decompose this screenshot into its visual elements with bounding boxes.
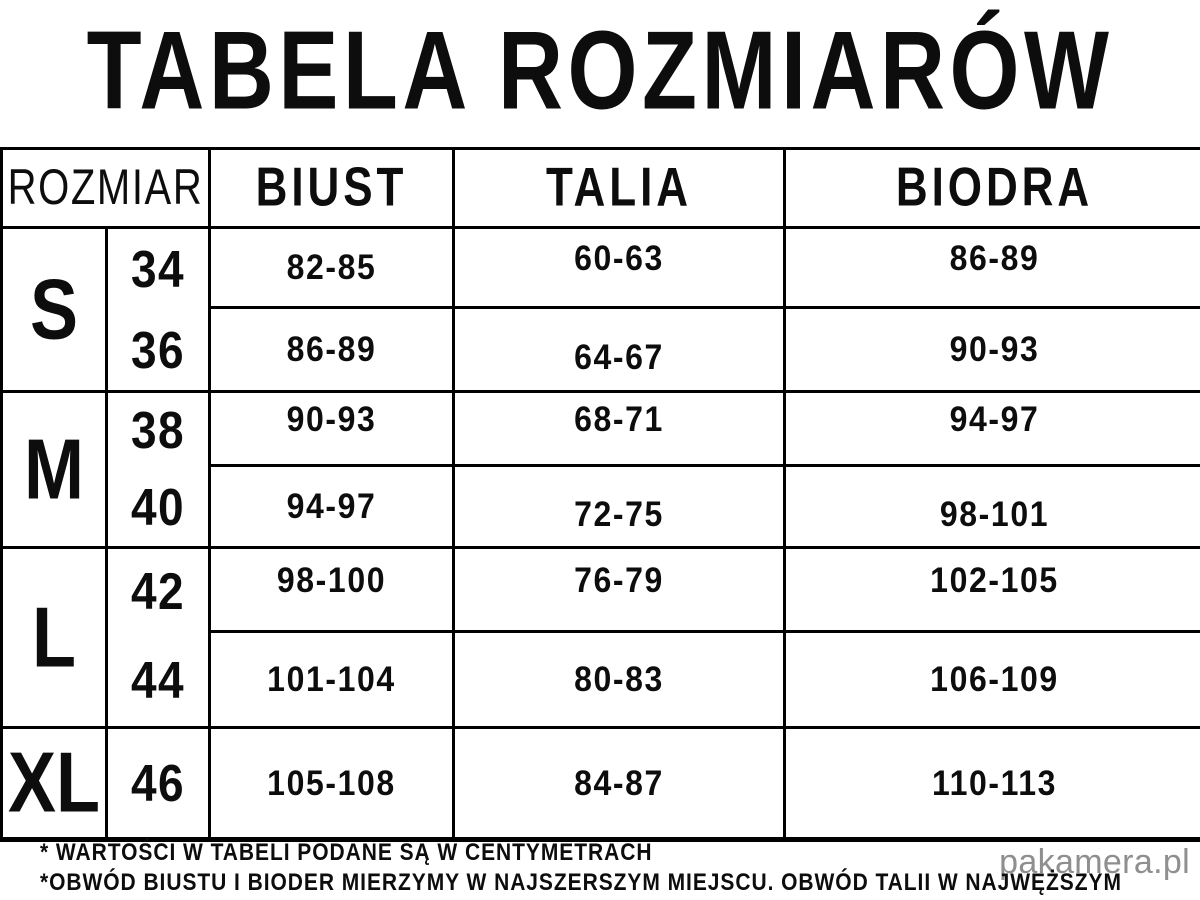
cell-m-40-biodra [783,467,1200,549]
cell-l-42-biust [208,549,452,633]
cell-size-s [3,229,105,393]
eu-38-label: 38 [131,400,185,460]
cell-m-38-talia [452,393,783,467]
eu-42-label: 42 [131,561,185,621]
m-40-biust-value: 94-97 [286,486,377,526]
cell-l-42-talia [452,549,783,633]
l-42-biodra-value: 102-105 [930,560,1059,600]
cell-s-36-eu [105,309,208,393]
l-42-biust-value: 98-100 [276,560,387,600]
header-biodra-label: BIODRA [895,156,1094,218]
cell-m-40-eu [105,467,208,549]
cell-xl-46-eu [105,729,208,837]
cell-l-44-talia [452,633,783,729]
s-36-biodra-value: 90-93 [949,329,1040,369]
cell-m-38-biodra [783,393,1200,467]
cell-size-l [3,549,105,729]
cell-xl-46-biodra [783,729,1200,837]
header-rozmiar [3,150,208,229]
page-title-text: TABELA ROZMIARÓW [86,9,1114,134]
s-34-talia-value: 60-63 [574,238,664,278]
header-rozmiar-label: ROZMIAR [7,159,204,215]
xl-46-talia-value: 84-87 [574,762,664,803]
header-talia [452,150,783,229]
header-talia-label: TALIA [545,156,693,218]
eu-40-label: 40 [131,477,185,536]
cell-s-34-biust [208,229,452,309]
xl-46-biust-value: 105-108 [267,762,396,803]
cell-s-34-biodra [783,229,1200,309]
cell-s-36-biust [208,309,452,393]
cell-m-38-biust [208,393,452,467]
watermark-pakamera: pakamera.pl [999,843,1190,881]
cell-size-xl [3,729,105,837]
m-40-talia-value: 72-75 [574,494,664,534]
header-biodra [783,150,1200,229]
cell-l-44-biust [208,633,452,729]
s-36-talia-value: 64-67 [574,337,664,377]
size-xl-label: XL [7,735,100,831]
eu-36-label: 36 [131,320,185,379]
eu-44-label: 44 [131,650,185,709]
size-l-label: L [32,590,76,685]
eu-46-label: 46 [131,753,185,813]
cell-l-44-eu [105,633,208,729]
cell-size-m [3,393,105,549]
s-34-biodra-value: 86-89 [949,238,1040,278]
size-m-label: M [24,422,84,517]
cell-s-36-biodra [783,309,1200,393]
size-table [0,147,1200,842]
l-44-biust-value: 101-104 [267,659,396,699]
cell-m-40-biust [208,467,452,549]
cell-xl-46-biust [208,729,452,837]
m-40-biodra-value: 98-101 [939,494,1050,534]
footnote-measurement: *OBWÓD BIUSTU I BIODER MIERZYMY W NAJSZERSZYM MIEJSCU. OBWÓD TALII W NAJWĘŻSZYM [40,869,1122,896]
m-38-biust-value: 90-93 [286,399,377,439]
cell-l-44-biodra [783,633,1200,729]
cell-m-38-eu [105,393,208,467]
m-38-biodra-value: 94-97 [949,399,1040,439]
cell-s-34-talia [452,229,783,309]
eu-34-label: 34 [131,239,185,299]
s-36-biust-value: 86-89 [286,329,377,369]
l-42-talia-value: 76-79 [574,560,664,600]
cell-l-42-biodra [783,549,1200,633]
m-38-talia-value: 68-71 [574,399,664,439]
xl-46-biodra-value: 110-113 [931,762,1058,803]
cell-l-42-eu [105,549,208,633]
header-biust-label: BIUST [255,156,408,218]
cell-s-36-talia [452,309,783,393]
header-biust [208,150,452,229]
size-s-label: S [29,262,79,357]
footnotes [40,838,1200,898]
footnote-units: * WARTOŚCI W TABELI PODANE SĄ W CENTYMETRACH [40,839,653,866]
cell-s-34-eu [105,229,208,309]
s-34-biust-value: 82-85 [286,247,377,287]
page-title [0,8,1200,134]
cell-xl-46-talia [452,729,783,837]
cell-m-40-talia [452,467,783,549]
l-44-biodra-value: 106-109 [930,659,1059,699]
l-44-talia-value: 80-83 [574,659,664,699]
